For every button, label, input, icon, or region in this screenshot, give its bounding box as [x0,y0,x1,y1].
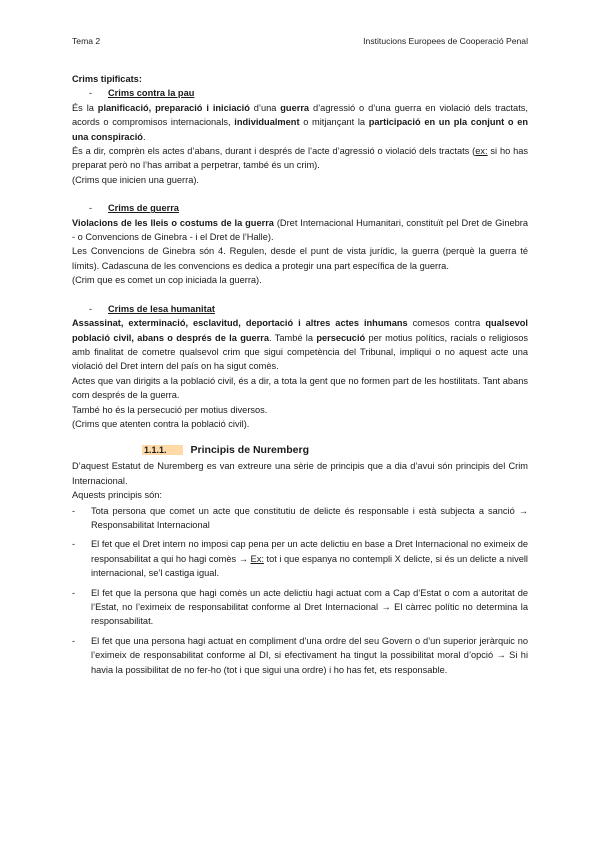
text-run: d’una [249,102,281,113]
list-item [72,504,528,533]
text-run: o mitjançant la [299,117,369,128]
bold-run: qualsevol població civil, abans o després de la guerra [72,318,528,343]
bold-run: Violacions de les lleis o costums de la guerra [72,217,274,228]
paragraph-nuremberg-intro: D’aquest Estatut de Nuremberg es van extreure una sèrie de principis que a dia d’avui són principis del Crim Internacional. [72,461,528,486]
dash-bullet: - [72,635,76,646]
header-topic: Tema 2 [72,36,101,46]
header-course-title: Institucions Europees de Cooperació Penal [363,36,528,46]
bold-run: participació en un pla conjunt o en una conspiració [72,117,528,142]
paragraph-pau-explanation [72,144,528,173]
dash-bullet: - [72,505,76,516]
bold-run: planificació, preparació i iniciació [97,102,250,113]
heading-text: Crims de guerra [108,203,179,214]
text-run: . [142,131,146,142]
list-item [72,634,528,677]
text-run: És la [72,102,98,113]
list-item [72,586,528,629]
paragraph-humanitat-civilians: Actes que van dirigits a la població civil, és a dir, a tota la gent que no formen part de les hostilitats. Tant abans com després de la guerra. [72,375,528,401]
section-number: 1.1.1. [142,445,183,455]
dash-bullet: - [89,203,93,214]
bold-run: individualment [234,117,300,128]
text-run: d’agressió o d’una guerra en violació dels tractats, acords o compromisos internacionals, [72,102,528,128]
section-heading-nuremberg [72,443,528,458]
text-run: si ho has preparat però no l’has arribat a perpetrar, també és un crim). [72,146,529,171]
text-run: El fet que la persona que hagi comès un acte delictiu hagi actuat com a Cap d’Estat o com a autoritat de l’Estat, no l’eximeix de responsabilitat conforme al Dret Internacional → El càrrec polític no determina la responsabilitat. [91,587,528,627]
text-run: tot i que espanya no contempli X delicte, si és un delicte a nivell internacional, se’l castiga igual. [91,553,528,579]
paragraph-humanitat-definition [72,316,528,374]
bold-run: guerra [280,102,310,113]
note-pau: (Crims que inicien una guerra). [72,174,199,185]
text-run: per motius polítics, racials o religiosos amb finalitat de cometre qualsevol crim que sigui competència del Tribunal, impliqui o no aquest acte una violació del Dret intern del país on ha sigut comès. [72,332,529,372]
heading-text: Crims contra la pau [108,88,195,99]
bold-run: persecució [316,332,366,343]
dash-bullet: - [89,303,93,314]
principles-list [72,504,528,677]
paragraph-guerra-definition [72,216,528,245]
paragraph-guerra-conventions: Les Convencions de Ginebra són 4. Regulen, desde el punt de vista jurídic, la guerra (perquè la guerra té límits). Cadascuna de les convencions es dedica a protegir una part específica de la guerra. [72,246,528,271]
dash-bullet: - [72,539,76,550]
note-guerra: (Crim que es comet un cop iniciada la guerra). [72,275,262,286]
text-run: És a dir, comprèn els actes d’abans, durant i després de l’acte d’agressió o violació dels tractats ( [72,146,476,157]
section-title: Principis de Nuremberg [190,444,309,457]
paragraph-nuremberg-lead: Aquests principis són: [72,490,162,501]
document-body [72,72,528,682]
dash-bullet: - [89,88,93,99]
list-item [72,537,528,580]
text-run: . També la [269,332,317,343]
page-header [72,36,528,46]
example-marker: ex: [475,146,488,157]
text-run: comesos contra [407,318,486,329]
text-run: El fet que una persona hagi actuat en compliment d’una ordre del seu Govern o d’un superior jeràrquic no l’eximeix de responsabilitat conforme al DI, si efectivament ha tingut la possibilitat moral d’opció → Si hi havia la possibilitat de no fer-ho (tot i que sigui una ordre) i ho has fet, ets responsable. [91,635,528,675]
paragraph-pau-definition [72,101,528,144]
subsection-heading-pau [72,86,528,100]
heading-text: Crims de lesa humanitat [108,303,215,314]
note-humanitat: (Crims que atenten contra la població civil). [72,418,250,429]
section-title-crimes: Crims tipificats: [72,74,142,84]
text-run: El fet que el Dret intern no imposi cap pena per un acte delictiu en base a Dret Internacional no eximeix de responsabilitat a qui ho hagi comès → [91,539,528,564]
dash-bullet: - [72,587,76,598]
subsection-heading-guerra [72,201,528,215]
paragraph-humanitat-persecution: També ho és la persecució per motius diversos. [72,404,268,415]
subsection-heading-humanitat [72,302,528,316]
text-run: (Dret Internacional Humanitari, constituït pel Dret de Ginebra - o Convencions de Ginebra - i el Dret de l’Halle). [72,217,528,243]
text-run: Tota persona que comet un acte que constitutiu de delicte és responsable i està subjecta a sanció → Responsabilitat Internacional [91,505,528,530]
example-marker: Ex: [250,553,264,564]
bold-run: Assassinat, exterminació, esclavitud, deportació i altres actes inhumans [72,318,408,329]
